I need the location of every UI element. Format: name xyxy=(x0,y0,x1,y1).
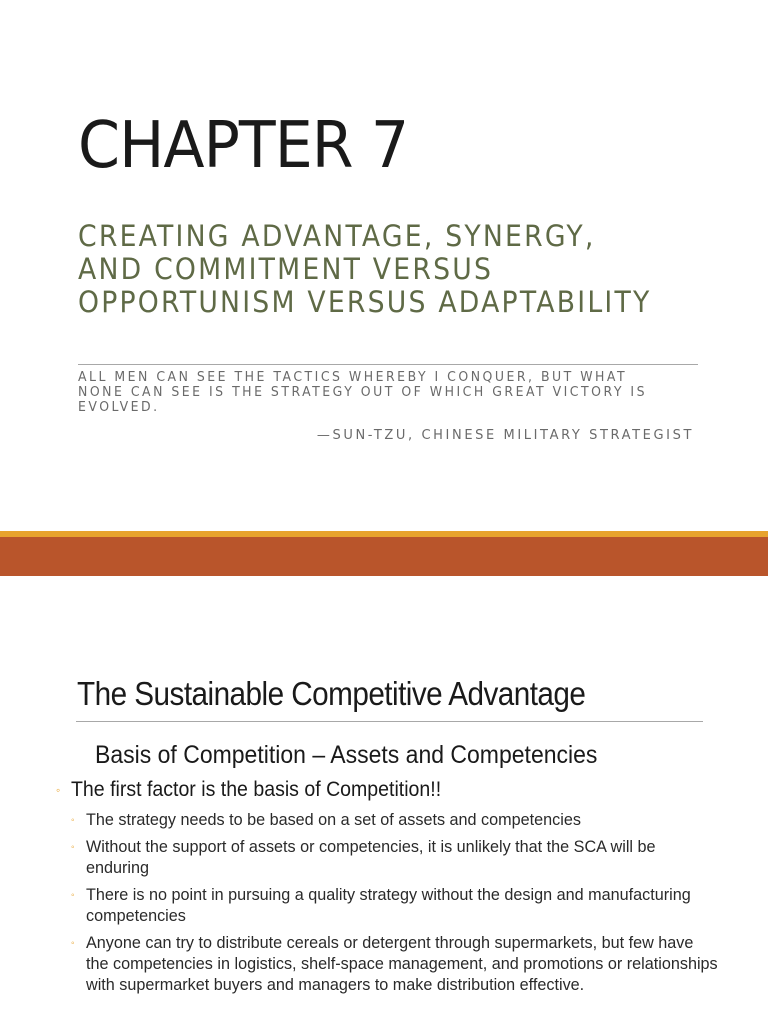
sub-bullet-item xyxy=(71,837,719,879)
bullet-circle-icon: ◦ xyxy=(71,890,75,901)
sub-bullet-item xyxy=(71,885,719,927)
sub-bullet-text: The strategy needs to be based on a set of assets and competencies xyxy=(86,811,581,829)
bullet-circle-icon: ◦ xyxy=(56,783,61,797)
sub-bullet-item xyxy=(71,933,719,996)
subtitle-divider xyxy=(78,364,698,365)
bullet-item xyxy=(56,776,736,804)
content-slide xyxy=(0,576,768,1024)
bullet-circle-icon: ◦ xyxy=(71,815,75,826)
sub-bullet-text: Without the support of assets or competencies, it is unlikely that the SCA will be enduring xyxy=(86,838,656,877)
accent-band xyxy=(0,537,768,576)
bullet-circle-icon: ◦ xyxy=(71,842,75,853)
bullet-text: The first factor is the basis of Competition!! xyxy=(71,778,442,801)
epigraph-attribution: —SUN-TZU, CHINESE MILITARY STRATEGIST xyxy=(316,428,694,443)
sub-bullet-item xyxy=(71,810,719,831)
bullet-circle-icon: ◦ xyxy=(71,938,75,949)
epigraph-quote: ALL MEN CAN SEE THE TACTICS WHEREBY I CONQUER, BUT WHAT NONE CAN SEE IS THE STRATEGY OUT OF WHICH GREAT VICTORY IS EVOLVED. xyxy=(78,370,648,415)
section-heading: Basis of Competition – Assets and Competencies xyxy=(95,741,598,769)
sub-bullet-list xyxy=(71,810,719,1002)
sub-bullet-text: There is no point in pursuing a quality strategy without the design and manufacturing competencies xyxy=(86,886,691,925)
slide-title: The Sustainable Competitive Advantage xyxy=(77,675,586,712)
chapter-subtitle: CREATING ADVANTAGE, SYNERGY, AND COMMITMENT VERSUS OPPORTUNISM VERSUS ADAPTABILITY xyxy=(78,219,652,319)
title-divider xyxy=(76,721,703,722)
chapter-title: CHAPTER 7 xyxy=(78,109,409,183)
sub-bullet-text: Anyone can try to distribute cereals or detergent through supermarkets, but few have the competencies in logistics, shelf-space management, and promotions or relationships with supermarket buyers and managers to make distribution effective. xyxy=(86,934,718,994)
